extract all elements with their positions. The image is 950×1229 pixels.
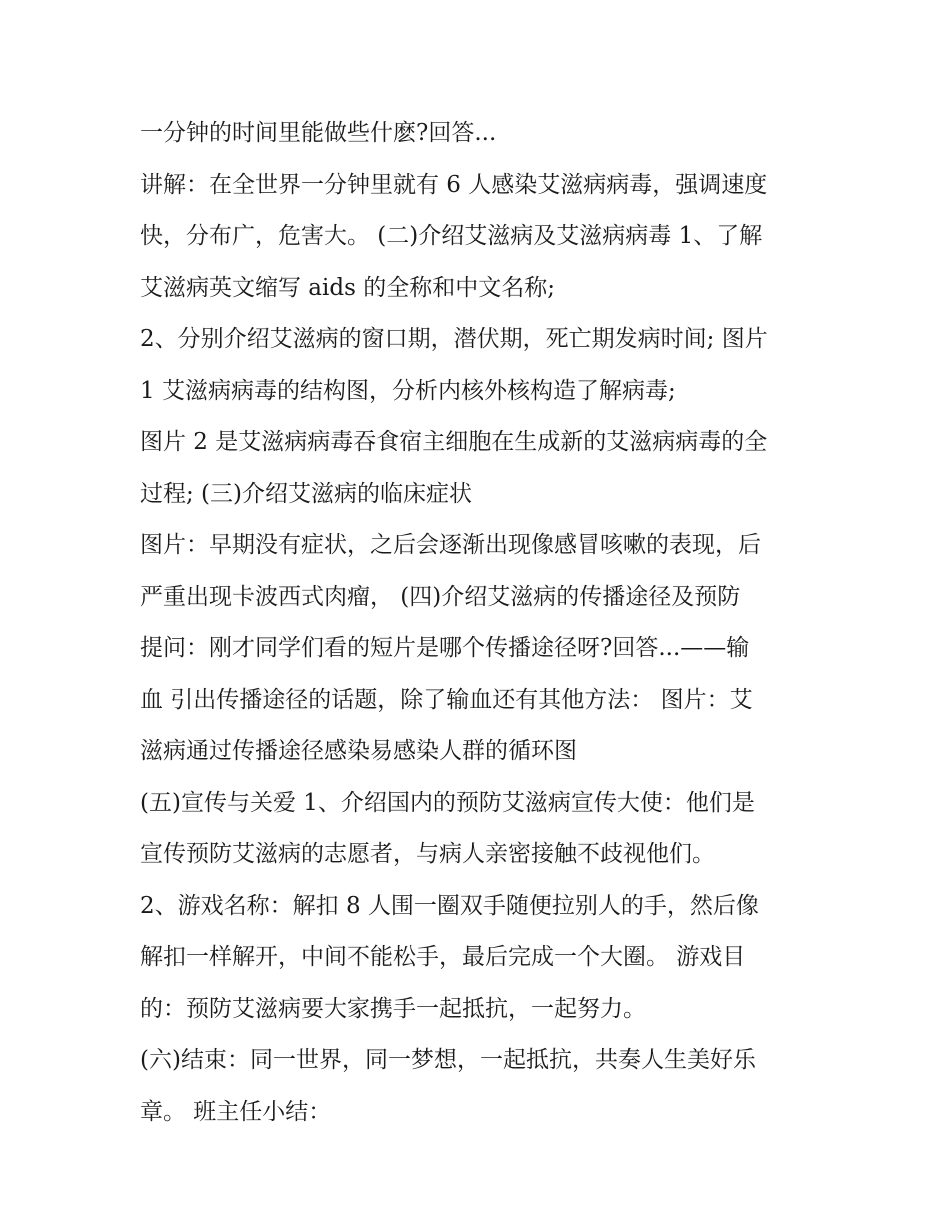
text-line: 一分钟的时间里能做些什麽?回答...: [140, 120, 497, 146]
text-line: 过程; (三)介绍艾滋病的临床症状: [140, 480, 473, 507]
text-line: 快，分布广，危害大。 (二)介绍艾滋病及艾滋病病毒 1、了解: [140, 223, 763, 249]
text-line: 艾滋病英文缩写 aids 的全称和中文名称;: [140, 274, 555, 301]
text-line: 滋病通过传播途径感染易感染人群的循环图: [140, 738, 577, 764]
text-line: 宣传预防艾滋病的志愿者，与病人亲密接触不歧视他们。: [140, 841, 715, 867]
text-line: 血 引出传播途径的话题，除了输血还有其他方法： 图片：艾: [140, 686, 753, 713]
text-line: 图片：早期没有症状，之后会逐渐出现像感冒咳嗽的表现，后: [140, 532, 761, 558]
text-line: 讲解：在全世界一分钟里就有 6 人感染艾滋病病毒，强调速度: [140, 171, 768, 198]
body-text: [140, 108, 820, 1138]
text-line: 图片 2 是艾滋病病毒吞食宿主细胞在生成新的艾滋病病毒的全: [140, 429, 768, 455]
text-line: 章。 班主任小结：: [140, 1098, 332, 1125]
text-line: 2、分别介绍艾滋病的窗口期，潜伏期，死亡期发病时间; 图片: [140, 326, 768, 352]
text-line: 提问：刚才同学们看的短片是哪个传播途径呀?回答...——输: [140, 635, 750, 661]
text-line: (六)结束：同一世界，同一梦想，一起抵抗，共奏人生美好乐: [140, 1047, 756, 1073]
text-line: 解扣一样解开，中间不能松手，最后完成一个大圈。 游戏目: [140, 944, 746, 970]
text-line: 1 艾滋病病毒的结构图，分析内核外核构造了解病毒;: [140, 377, 676, 404]
text-line: 的：预防艾滋病要大家携手一起抵抗，一起努力。: [140, 995, 646, 1022]
text-line: 2、游戏名称：解扣 8 人围一圈双手随便拉别人的手，然后像: [140, 892, 759, 919]
text-line: (五)宣传与关爱 1、介绍国内的预防艾滋病宣传大使：他们是: [140, 789, 755, 816]
text-line: 严重出现卡波西式肉瘤， (四)介绍艾滋病的传播途径及预防: [140, 583, 741, 610]
